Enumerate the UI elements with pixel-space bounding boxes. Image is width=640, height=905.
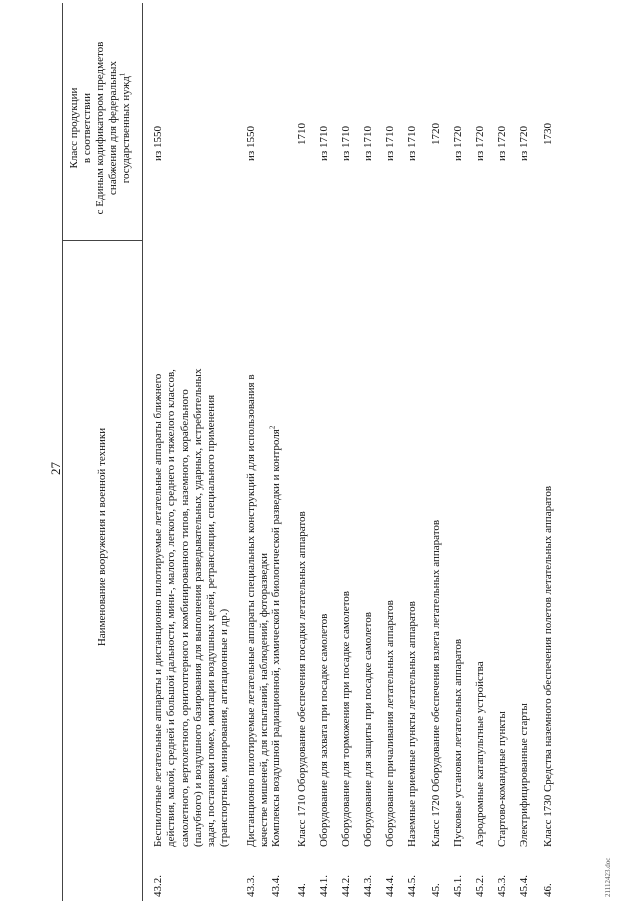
row-class: 1730 <box>542 123 554 145</box>
row-number: 46. <box>542 883 554 897</box>
row-name-line: Беспилотные летательные аппараты и дистанционно пилотируемые летательные аппараты ближнего <box>152 373 164 847</box>
row-name-line: Дистанционно пилотируемые летательные аппараты специальных конструкций для использования в <box>245 374 257 847</box>
row-class: из 1710 <box>340 126 352 161</box>
row-class: из 1710 <box>318 126 330 161</box>
row-number: 44.3. <box>362 875 374 897</box>
row-number: 44.5. <box>406 875 418 897</box>
row-name-line: Оборудование причаливания летательных аппаратов <box>384 600 396 847</box>
row-class: из 1710 <box>384 126 396 161</box>
row-class: из 1720 <box>518 126 530 161</box>
row-name-line: Наземные приемные пункты летательных аппаратов <box>406 601 418 847</box>
column-header-class-line: снабжения для федеральных <box>107 61 119 195</box>
row-number: 45. <box>430 883 442 897</box>
row-number: 45.3. <box>496 875 508 897</box>
row-name-line: Класс 1710 Оборудование обеспечения посадки летательных аппаратов <box>296 511 308 847</box>
row-name-line: Класс 1720 Оборудование обеспечения взлета летательных аппаратов <box>430 519 442 847</box>
row-name <box>296 247 309 847</box>
row-number: 45.1. <box>452 875 464 897</box>
row-class: из 1710 <box>362 126 374 161</box>
row-class: 1720 <box>430 123 442 145</box>
row-name <box>152 247 232 847</box>
row-number: 44.2. <box>340 875 352 897</box>
row-name <box>474 247 487 847</box>
table-header-rule <box>142 3 143 901</box>
row-name <box>406 247 419 847</box>
column-header-name: Наименование вооружения и военной техники <box>96 427 108 647</box>
row-name-line: Оборудование для защиты при посадке самолетов <box>362 612 374 847</box>
row-name-line: действия, малой, средней и большой дальности, мини-, малого, легкого, среднего и тяжелого классов, <box>165 369 178 847</box>
row-class: из 1710 <box>406 126 418 161</box>
row-name-line: Электрифицированные старты <box>518 703 530 847</box>
row-name <box>340 247 353 847</box>
row-name <box>542 247 555 847</box>
page-number: 27 <box>48 462 63 475</box>
footnote-marker: 1 <box>118 72 127 77</box>
row-class: из 1550 <box>152 126 164 161</box>
column-header-class <box>68 15 133 241</box>
row-name <box>362 247 375 847</box>
row-name <box>430 247 443 847</box>
row-name-line: самолетного, вертолетного, орнитоптерного и комбинированного типов, наземного, корабельного <box>178 389 191 847</box>
row-class: из 1720 <box>474 126 486 161</box>
column-header-class-line: Класс продукции <box>68 87 80 169</box>
table-top-rule <box>62 3 63 901</box>
row-name-line: Аэродромные катапультные устройства <box>474 661 486 847</box>
row-name-line: Класс 1730 Средства наземного обеспечения полетов летательных аппаратов <box>542 485 554 847</box>
column-header-class-line: в соответствии <box>81 92 93 164</box>
row-name-line: (транспортные, минирования, агитационные и др.) <box>218 608 231 847</box>
row-name <box>496 247 509 847</box>
row-name-line: Оборудование для захвата при посадке самолетов <box>318 613 330 847</box>
row-number: 45.2. <box>474 875 486 897</box>
row-number: 45.4. <box>518 875 530 897</box>
row-name <box>270 247 283 847</box>
row-number: 43.4. <box>270 875 282 897</box>
row-number: 44. <box>296 883 308 897</box>
row-class: 1710 <box>296 123 308 145</box>
row-name <box>318 247 331 847</box>
row-name <box>245 247 272 847</box>
row-name-line: (палубного) и воздушного базирования для выполнения разведывательных, ударных, истребительных <box>191 368 204 847</box>
row-class: из 1720 <box>452 126 464 161</box>
row-class: из 1720 <box>496 126 508 161</box>
footnote-marker: 2 <box>268 425 277 430</box>
row-name-line: Оборудование для торможения при посадке самолетов <box>340 591 352 847</box>
row-number: 44.1. <box>318 875 330 897</box>
row-name-line: задач, постановки помех, имитации воздушных целей, ретрансляции, специального применения <box>205 394 218 847</box>
document-code: 21112423.doc <box>604 857 612 897</box>
row-number: 43.3. <box>245 875 257 897</box>
row-number: 44.4. <box>384 875 396 897</box>
row-name <box>518 247 531 847</box>
column-header-class-line: государственных нужд$^1$ <box>118 72 132 184</box>
row-name <box>452 247 465 847</box>
row-class: из 1550 <box>245 126 257 161</box>
column-header-class-line: с Единым кодификатором предметов <box>94 41 106 215</box>
row-name-line: Комплексы воздушной радиационной, химической и биологической разведки и контроля$^2$ <box>268 425 282 847</box>
row-number: 43.2. <box>152 875 164 897</box>
row-name <box>384 247 397 847</box>
row-name-line: Стартово-командные пункты <box>496 711 508 847</box>
row-name-line: качестве мишеней, для испытаний, наблюдений, фоторазведки <box>258 553 271 847</box>
row-name-line: Пусковые установки летательных аппаратов <box>452 638 464 847</box>
